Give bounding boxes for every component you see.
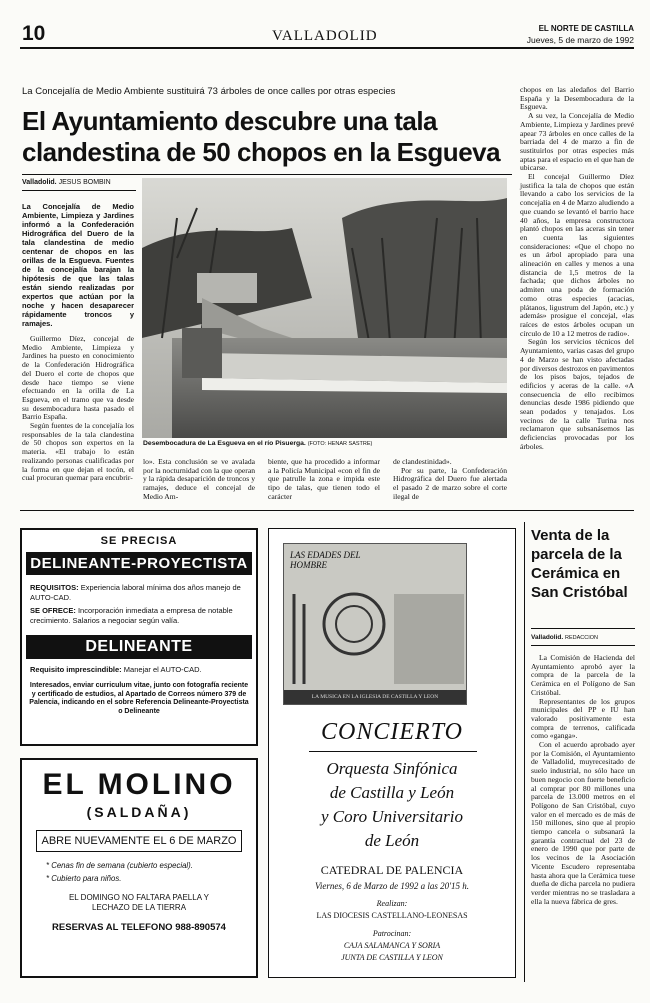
- article-headline: El Ayuntamiento descubre una tala clandestina de 50 chopos en la Esgueva: [22, 106, 501, 167]
- photo-caption: [143, 440, 507, 447]
- newspaper-name: EL NORTE DE CASTILLA: [538, 24, 634, 33]
- job-ad-top: SE PRECISA: [100, 535, 178, 547]
- restaurant-place: (SALDAÑA): [86, 804, 192, 820]
- side-headline-rule: [531, 628, 635, 629]
- sponsor: CAJA SALAMANCA Y SORIA: [343, 941, 441, 950]
- sunday-menu: EL DOMINGO NO FALTARA PAELLA Y LECHAZO DE LA TIERRA: [68, 893, 210, 912]
- job-title-2: DELINEANTE: [26, 635, 252, 659]
- concert-ad: [268, 528, 516, 978]
- river-photo: [142, 178, 507, 438]
- reopen-box: ABRE NUEVAMENTE EL 6 DE MARZO: [36, 830, 242, 852]
- byline-author: JESUS BOMBIN: [58, 179, 111, 186]
- photo-credit: (FOTO: HENAR SASTRE): [307, 441, 373, 447]
- side-paragraph: Con el acuerdo aprobado ayer por la Comisión, el Ayuntamiento de Valladolid, muyrecesitado de suelo industrial, no sólo hace un buen negocio con fuerte beneficio al comprar por 80 millones una parcela de 13.000 metros en el Polígono de San Cristóbal, cuyo valor en el mercado es de más de 150 millones, sino que al propio tiempo cancela o subsanará la garantía contractual del 23 de enero de 1990 que por parte de los vecinos de la Asociación Vicente Escudero representaba hasta ahora que la Cerámica tuese dueña de dicha parcela no pudiera verder mientras no se trasladara a ella la nueva fábrica de gres.: [531, 740, 635, 906]
- orchestra-line: Orquesta Sinfónica: [326, 759, 458, 778]
- job-requirement-2: [22, 659, 256, 674]
- side-byline: [531, 634, 598, 641]
- job-ad: [20, 528, 258, 746]
- side-paragraph: La Comisión de Hacienda del Ayuntamiento aprobó ayer la compra de la parcela de la Cerámica en el Polígono de San Cristóbal.: [531, 653, 635, 697]
- req2-label: Requisito imprescindible:: [30, 665, 122, 674]
- orchestra-line: de Castilla y León: [329, 783, 455, 802]
- section-divider: [20, 510, 634, 511]
- concert-date: Viernes, 6 de Marzo de 1992 a las 20'15 h.: [315, 881, 469, 891]
- article-lead: La Concejalía de Medio Ambiente, Limpieza y Jardines informó a la Confederación Hidrográfica del Duero de la tala clandestina de medio centenar de chopos en las orillas de la Esgueva. Fuentes de la concejalía barajan la hipótesis de que las talas están siendo realizadas por expertos que actúan por la noche y hacen desaparecer rápidamente troncos y ramajes.: [22, 202, 134, 328]
- job-offer: [22, 602, 256, 625]
- orchestra-line: y Coro Universitario: [321, 807, 463, 826]
- restaurant-bullet: * Cubierto para niños.: [46, 874, 122, 883]
- side-byline-author: REDACCION: [564, 635, 598, 641]
- article-column-1: [22, 334, 134, 483]
- right-paragraph: A su vez, la Concejalía de Medio Ambiente, Limpieza y Jardines prevé apear 73 árboles en once calles de la barriada del 4 de marzo a fin de sustituirlos por otras especies más aptas para el espacio en el que han de ubicarse.: [520, 111, 634, 173]
- offer-text: Incorporación inmediata a empresa de notable crecimiento. Salarios a negociar según valía.: [30, 606, 233, 625]
- restaurant-ad: [20, 758, 258, 978]
- headline-rule: [22, 174, 512, 175]
- side-byline-place: Valladolid.: [531, 634, 564, 641]
- poster-series: LA MUSICA EN LA IGLESIA DE CASTILLA Y LEON: [284, 690, 466, 704]
- article-column-2: lo». Esta conclusión se ve avalada por la nocturnidad con la que operan y la rápida desaparición de troncos y ramajes, deduce el concejal de Medio Am-: [143, 457, 255, 501]
- byline-rule: [22, 190, 136, 191]
- job-requirements: [22, 575, 256, 602]
- article-column-3: biente, que ha procedido a informar a la Policía Municipal «con el fin de que patrulle la zona e impida este tipo de talas, que tienen todo el carácter: [268, 457, 380, 501]
- section-title: VALLADOLID: [272, 28, 378, 44]
- right-paragraph: chopos en las aledaños del Barrio España y la Desembocadura de la Esgueva.: [520, 85, 634, 112]
- article-byline: [22, 179, 111, 186]
- col1-paragraph: Guillermo Díez, concejal de Medio Ambiente, Limpieza y Jardines ha puesto en conocimiento de la Confederación Hidrográfica del Duero el corte de chopos que desde hace tiempo se viene efectuando en la orilla de La Esgueva, en el tramo que va desde su desembocadura hasta pasado el Barrio España.: [22, 334, 134, 422]
- concert-rule: [309, 751, 477, 752]
- page-number: 10: [22, 22, 46, 45]
- offer-label: SE OFRECE:: [30, 606, 76, 615]
- caption-text: Desembocadura de La Esgueva en el río Pisuerga.: [143, 440, 306, 447]
- col4-paragraph: Por su parte, la Confederación Hidrográfica del Duero fue alertada el pasado 2 de marzo sobre el corte ilegal de: [393, 465, 507, 501]
- article-kicker: La Concejalía de Medio Ambiente sustituirá 73 árboles de once calles por otras especies: [22, 86, 396, 97]
- concert-poster: [283, 543, 467, 705]
- side-headline: Venta de la parcela de la Cerámica en San Cristóbal: [531, 527, 628, 601]
- article-right-column: [520, 86, 634, 501]
- bullet-text: Cenas fin de semana (cubierto especial).: [51, 861, 193, 870]
- req2-text: Manejar el AUTO-CAD.: [123, 665, 202, 674]
- restaurant-name: EL MOLINO: [42, 768, 236, 801]
- header-rule: [20, 47, 634, 49]
- poster-logo: LAS EDADES DEL HOMBRE: [290, 550, 361, 570]
- article-column-4: [393, 458, 507, 502]
- side-paragraph: Representantes de los grupos municipales del PP e IU han valorado positivamente esta compra de terrenos, calificada como «ganga».: [531, 696, 635, 741]
- restaurant-bullet: * Cenas fin de semana (cubierto especial).: [46, 861, 193, 870]
- side-column-rule: [524, 522, 525, 982]
- venue: CATEDRAL DE PALENCIA: [320, 863, 464, 877]
- organizers: LAS DIOCESIS CASTELLANO-LEONESAS: [316, 911, 468, 920]
- req-label: REQUISITOS:: [30, 583, 79, 592]
- req-text: Experiencia laboral mínima dos años manejo de AUTO-CAD.: [30, 583, 241, 602]
- col4-paragraph: de clandestinidad».: [393, 457, 452, 466]
- orchestra-line: de León: [364, 831, 420, 850]
- side-byline-rule: [531, 645, 635, 646]
- organizers-label: Realizan:: [376, 899, 408, 908]
- reservation-phone: RESERVAS AL TELEFONO 988-890574: [52, 922, 226, 933]
- job-contact: Interesados, enviar curriculum vitae, junto con fotografía reciente y certificado de estudios, al Apartado de Correos número 379 de Palencia, indicando en el sobre Referencia Delineante-Proyectista o Delineante: [29, 682, 249, 715]
- col1-paragraph: Según fuentes de la concejalía los responsables de la tala clandestina de 50 chopos son expertos en la materia. «El trabajo lo están realizando personas cualificadas por la forma en que dejan el tocón, el cual procuran quemar para encubrir-: [22, 421, 134, 483]
- job-title-1: DELINEANTE-PROYECTISTA: [26, 552, 252, 575]
- byline-place: Valladolid.: [22, 179, 57, 186]
- issue-date: Jueves, 5 de marzo de 1992: [526, 35, 634, 45]
- concert-title: CONCIERTO: [321, 719, 463, 745]
- bullet-text: Cubierto para niños.: [51, 874, 122, 883]
- right-paragraph: El concejal Guillermo Díez justifica la tala de chopos que están llevando a cabo los servicios de la concejalía en 4 de Marzo aludiendo a que cuando se levantó el barrio hace 40 años, la empresa constructora plantó chopos en las aceras sin tener en cuenta las siguientes consideraciones: «Que el chopo no es un árbol apropiado para una alineación en calles y menos a una distancia de 1,5 metros de la fachada; que dichos árboles no admiten una poda de formación como otras especies (acacias, plátanos, ligustrum del Japón, etc.) y además» prosigue el concejal, «las raíces de estos árboles ocupan un círculo de 10 a 12 metros de radio».: [520, 172, 634, 338]
- right-paragraph: Según los servicios técnicos del Ayuntamiento, varias casas del grupo 4 de Marzo se han visto afectadas por diversos destrozos en pavimentos de los pisos bajos, tejados de edificios y aceras de la calle. «A consecuencia de ello recibimos denuncias desde 1986 pidiendo que sean podados y tenajados. Los vecinos de la calle Turina nos reclamaron que subsanásemos las deficiencias provocadas por los árboles.: [520, 337, 634, 451]
- poster-emblem-icon: [284, 544, 468, 706]
- river-photo-image: [142, 178, 507, 438]
- side-body: [531, 654, 635, 976]
- sponsors-label: Patrocinan:: [372, 929, 412, 938]
- sponsor: JUNTA DE CASTILLA Y LEON: [341, 953, 443, 962]
